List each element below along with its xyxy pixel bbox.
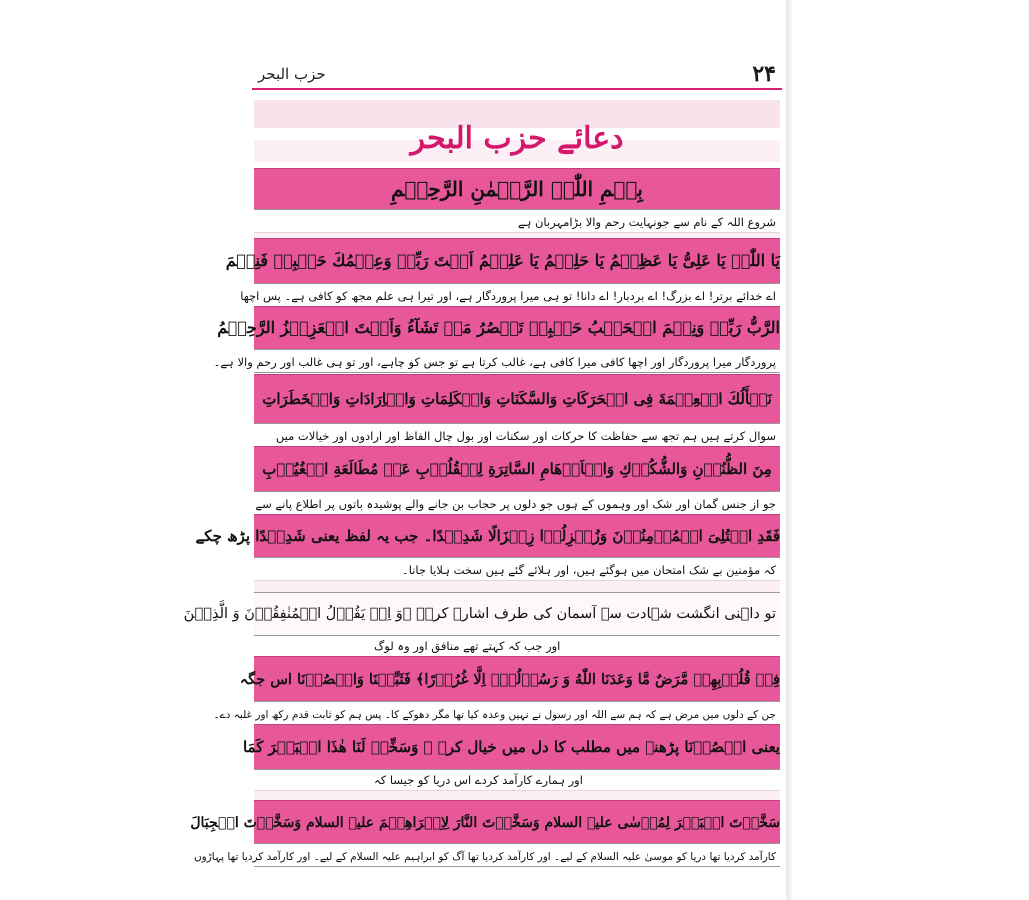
page-header [252, 62, 782, 86]
arabic-band [254, 168, 780, 210]
prayer-title: دعائے حزب البحر [410, 121, 624, 156]
arabic-text: فَقَدِ ابۡتُلِیَ الۡمُؤۡمِنُوۡنَ وَزُلۡزِلُوۡا زِلۡزَالًا شَدِیۡدًا۔ جب یہ لفظ یعنی شَدِیۡدًا پڑھ چکے [195, 527, 780, 545]
urdu-translation [254, 557, 780, 581]
urdu-translation [254, 769, 780, 791]
urdu-translation [213, 701, 780, 725]
urdu-translation [254, 635, 780, 657]
show-through-strip [254, 580, 780, 592]
arabic-band [239, 656, 780, 702]
translation-text: جو از جنس گمان اور شک اور وہموں کے ہوں جو دلوں پر حجاب بن جانے والے پوشیدہ باتوں پر اطلاع پانے سے [255, 497, 776, 511]
arabic-band [195, 514, 780, 558]
urdu-translation [213, 349, 780, 373]
translation-text: پروردگار میرا پروردگار اور اچھا کافی میرا کافی ہے، غالب کرتا ہے تو جس کو چاہے، اور تو ہی غالب اور رحم والا ہے۔ [213, 355, 776, 369]
show-through-strip [254, 790, 780, 800]
arabic-band [225, 238, 780, 284]
header-rule [252, 88, 782, 90]
urdu-translation [254, 491, 780, 515]
mixed-line [183, 592, 780, 636]
page-number: ۲۴ [752, 61, 776, 87]
arabic-text: نَسۡأَلُكَ الۡعِصۡمَةَ فِی الۡحَرَكَاتِ وَالسَّكَنَاتِ وَالۡكَلِمَاتِ وَالۡاِرَادَاتِ وَالۡخَطَرَاتِ [262, 390, 772, 408]
book-page [183, 0, 790, 900]
arabic-band [254, 446, 780, 492]
urdu-translation [240, 283, 780, 307]
translation-text: سوال کرتے ہیں ہم تجھ سے حفاظت کا حرکات اور سکنات اور بول چال الفاظ اور ارادوں اور خیالات میں [275, 429, 776, 443]
arabic-band [217, 306, 780, 350]
translation-text: اور جب کہ کہتے تھے منافق اور وہ لوگ [374, 639, 561, 653]
arabic-band [254, 374, 780, 424]
running-title: حزب البحر [258, 65, 326, 83]
translation-text: اے خدائے برتر! اے بزرگ! اے بردبار! اے دانا! تو ہی میرا پروردگار ہے، اور تیرا ہی علم مجھ کو کافی ہے۔ پس اچھا [240, 289, 776, 303]
arabic-text: الرَّبُّ رَبِّیۡ وَنِعۡمَ الۡحَسۡبُ حَسۡبِیۡ تَنۡصُرُ مَنۡ تَشَآءُ وَاَنۡتَ الۡعَزِیۡزُ الرَّحِیۡمُ [217, 318, 780, 337]
arabic-text: یَا اللّٰہُ یَا عَلِیُّ یَا عَظِیۡمُ یَا حَلِیۡمُ یَا عَلِیۡمُ اَنۡتَ رَبِّیۡ وَعِلۡمُكَ حَسۡبِیۡ فَنِعۡمَ [225, 251, 780, 270]
translation-text: اور ہمارے کارآمد کردے اس دریا کو جیسا کہ [374, 773, 583, 787]
arabic-band [190, 800, 780, 844]
translation-text: شروع اللہ کے نام سے جونہایت رحم والا بڑامہربان ہے [517, 215, 776, 229]
urdu-translation [193, 843, 780, 867]
page-edge [786, 0, 792, 900]
arabic-text: یعنی انۡصُرۡنَا پڑھنے میں مطلب کا دل میں خیال کرے ۔ وَسَخِّرۡ لَنَا هٰذَا الۡبَحۡرَ كَمَا [242, 738, 780, 756]
urdu-translation [254, 209, 780, 233]
mixed-text: تو داہنی انگشت شہادت سے آسمان کی طرف اشارہ کرے۔ ﴿وَ اِذۡ یَقُوۡلُ الۡمُنٰفِقُوۡنَ وَ الَّذِیۡنَ [183, 606, 776, 622]
arabic-text: سَخَّرۡتَ الۡبَحۡرَ لِمُوۡسٰی علیہ السلام وَسَخَّرۡتَ النَّارَ لِاِبۡرَاهِیۡمَ علیہ السلام وَسَخَّرۡتَ الۡجِبَالَ [190, 815, 780, 831]
arabic-text: مِنَ الظُّنُوۡنِ وَالشُّكُوۡكِ وَالۡاَوۡهَامِ السَّاتِرَةِ لِلۡقُلُوۡبِ عَنۡ مُطَالَعَةِ الۡغُیُوۡبِ [262, 460, 772, 478]
arabic-text: فِیۡ قُلُوۡبِهِمۡ مَّرَضٌ مَّا وَعَدَنَا اللّٰهُ وَ رَسُوۡلُهٗۤ اِلَّا غُرُوۡرًا﴾ فَثَبِّتۡنَا وَانۡصُرۡنَا اس جگہ [239, 671, 780, 688]
translation-text: جن کے دلوں میں مرض ہے کہ ہم سے اللہ اور رسول نے نہیں وعدہ کیا تھا مگر دھوکے کا۔ پس ہم کو ثابت قدم رکھ اور غلبہ دے۔ [213, 709, 776, 721]
translation-text: کہ مؤمنین بے شک امتحان میں ہوگئے ہیں، اور ہلائے گئے ہیں سخت ہلایا جانا۔ [401, 563, 776, 577]
translation-text: کارآمد کردیا تھا دریا کو موسیٰ علیہ السلام کے لیے۔ اور کارآمد کردیا تھا آگ کو ابراہیم علیہ السلام کے لیے۔ اور کارآمد کردیا تھا پہاڑوں [193, 851, 776, 863]
arabic-band [242, 724, 780, 770]
arabic-text: بِسۡمِ اللّٰہِ الرَّحۡمٰنِ الرَّحِیۡمِ [391, 177, 643, 201]
urdu-translation [254, 423, 780, 447]
